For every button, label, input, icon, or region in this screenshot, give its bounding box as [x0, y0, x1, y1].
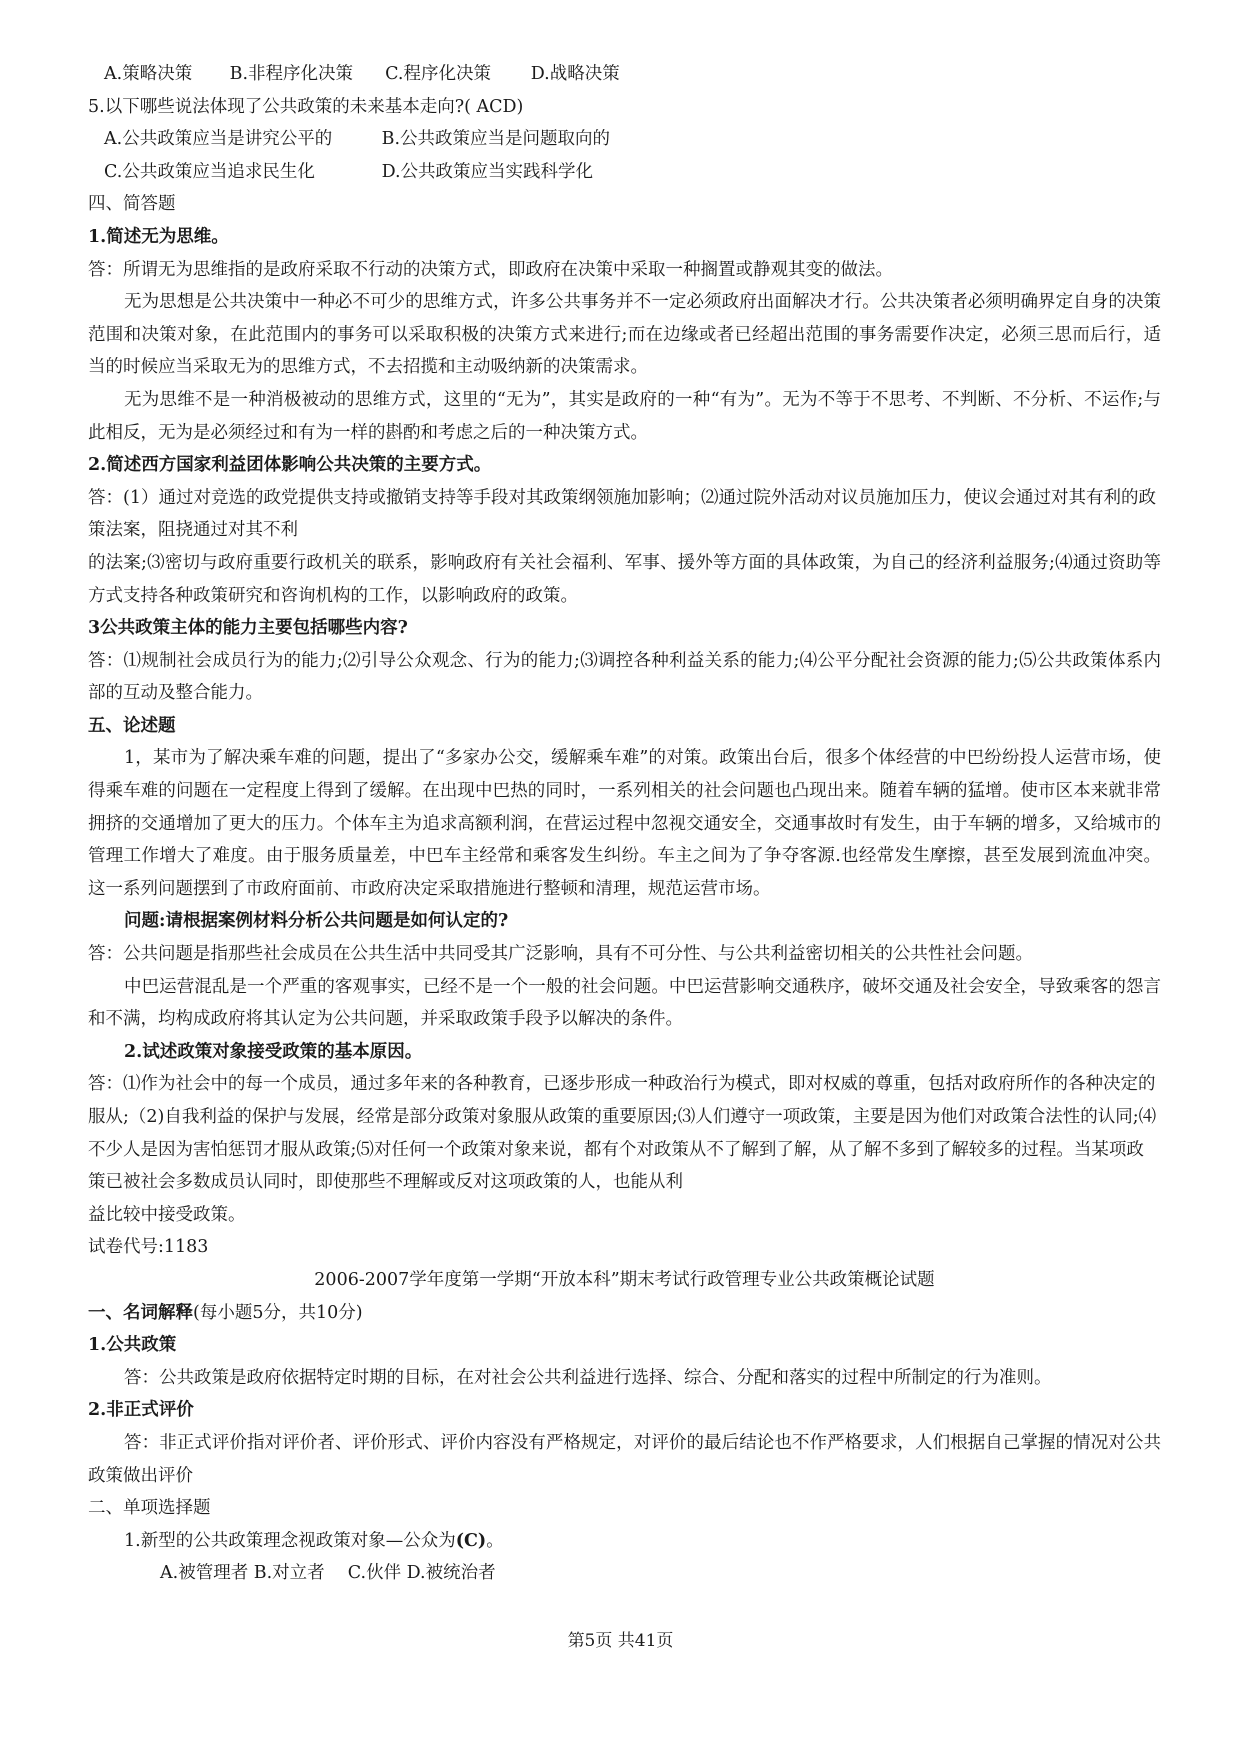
paper-code: 试卷代号:1183 [88, 1237, 209, 1258]
s4-q3-answer: 答：⑴规制社会成员行为的能力;⑵引导公众观念、行为的能力;⑶调控各种利益关系的能力;⑷公平分配社会资源的能力;⑸公共政策体系内部的互动及整合能力。 [88, 650, 1161, 704]
s4-q2-title: 2.简述西方国家利益团体影响公共决策的主要方式。 [88, 455, 492, 476]
s5-q1-answer-1: 答：公共问题是指那些社会成员在公共生活中共同受其广泛影响，具有不可分性、与公共利益密切相关的公共性社会问题。 [88, 944, 1033, 965]
page-footer: 第5页 共41页 [567, 1631, 674, 1651]
term-1-answer: 答：公共政策是政府依据特定时期的目标，在对社会公共利益进行选择、综合、分配和落实的过程中所制定的行为准则。 [124, 1367, 1052, 1388]
section-5-title: 五、论述题 [88, 715, 176, 736]
part-1-title-rest: (每小题5分，共10分) [193, 1302, 363, 1323]
part-2-q1-stem-end: 。 [486, 1530, 504, 1551]
part-1-title [88, 1297, 1161, 1330]
s4-q3-title: 3公共政策主体的能力主要包括哪些内容? [88, 618, 408, 639]
s4-q1-answer-3: 无为思维不是一种消极被动的思维方式，这里的“无为”，其实是政府的一种“有为”。无为不等于不思考、不判断、不分析、不运作;与此相反，无为是必须经过和有为一样的斟酌和考虑之后的一种决策方式。 [88, 389, 1161, 443]
s4-q1-answer-2: 无为思想是公共决策中一种必不可少的思维方式，许多公共事务并不一定必须政府出面解决才行。公共决策者必须明确界定自身的决策范围和决策对象，在此范围内的事务可以采取积极的决策方式来进行;而在边缘或者已经超出范围的事务需要作决定，必须三思而后行，适当的时候应当采取无为的思维方式，不去招揽和主动吸纳新的决策需求。 [88, 292, 1161, 378]
option-c: C.程序化决策 [385, 64, 491, 84]
part-2-title: 二、单项选择题 [88, 1498, 211, 1519]
part-2-q1-stem-text: 1.新型的公共政策理念视政策对象—公众为 [124, 1530, 456, 1551]
s4-q2-answer-1: 答：(1）通过对竞选的政党提供支持或撤销支持等手段对其政策纲领施加影响；⑵通过院外活动对议员施加压力，使议会通过对其有利的政策法案，阻挠通过对其不利 [88, 487, 1156, 541]
part-2-q1-stem [88, 1525, 1161, 1558]
s5-q2-answer-1: 答：⑴作为社会中的每一个成员，通过多年来的各种教育，已逐步形成一种政治行为模式，即对权威的尊重，包括对政府所作的各种决定的服从;（2)自我利益的保护与发展，经常是部分政策对象服从政策的重要原因;⑶人们遵守一项政策，主要是因为他们对政策合法性的认同;⑷不少人是因为害怕惩罚才服从政策;⑸对任何一个政策对象来说，都有个对政策从不了解到了解，从了解不多到了解较多的过程。当某项政策已被社会多数成员认同时，即使那些不理解或反对这项政策的人，也能从利 [88, 1074, 1157, 1193]
q5-stem: 5.以下哪些说法体现了公共政策的未来基本走向?( ACD) [88, 96, 524, 117]
q5-option-d: D.公共政策应当实践科学化 [381, 161, 594, 182]
top-options-row [88, 58, 1161, 91]
term-2-answer: 答：非正式评价指对评价者、评价形式、评价内容没有严格规定，对评价的最后结论也不作严格要求，人们根据自己掌握的情况对公共政策做出评价 [88, 1432, 1161, 1486]
q5-option-c: C.公共政策应当追求民生化 [104, 161, 315, 182]
s5-q1-case: 1，某市为了解决乘车难的问题，提出了“多家办公交，缓解乘车难”的对策。政策出台后，很多个体经营的中巴纷纷投人运营市场，使得乘车难的问题在一定程度上得到了缓解。在出现中巴热的同时，一系列相关的社会问题也凸现出来。随着车辆的猛增。使市区本来就非常拥挤的交通增加了更大的压力。个体车主为追求高额利润，在营运过程中忽视交通安全，交通事故时有发生，由于车辆的增多，又给城市的管理工作增大了难度。由于服务质量差，中巴车主经常和乘客发生纠纷。车主之间为了争夺客源.也经常发生摩擦，甚至发展到流血冲突。这一系列问题摆到了市政府面前、市政府决定采取措施进行整顿和清理，规范运营市场。 [88, 748, 1161, 899]
s5-q2-answer-2: 益比较中接受政策。 [88, 1204, 246, 1225]
part-1-title-bold: 一、名词解释 [88, 1302, 193, 1323]
section-4-title: 四、简答题 [88, 194, 176, 215]
term-1-title: 1.公共政策 [88, 1335, 177, 1356]
s4-q1-title: 1.简述无为思维。 [88, 226, 229, 247]
q5-options-row-2 [88, 156, 1161, 189]
option-a: A.策略决策 [104, 64, 193, 84]
s5-q1-answer-2: 中巴运营混乱是一个严重的客观事实，已经不是一个一般的社会问题。中巴运营影响交通秩序，破坏交通及社会安全，导致乘客的怨言和不满，均构成政府将其认定为公共问题，并采取政策手段予以解决的条件。 [88, 976, 1161, 1030]
term-2-title: 2.非正式评价 [88, 1400, 194, 1421]
q5-option-a: A.公共政策应当是讲究公平的 [104, 129, 333, 150]
s4-q2-answer-2: 的法案;⑶密切与政府重要行政机关的联系，影响政府有关社会福利、军事、援外等方面的具体政策，为自己的经济利益服务;⑷通过资助等方式支持各种政策研究和咨询机构的工作，以影响政府的政策。 [88, 552, 1161, 606]
s4-q1-answer-1: 答：所谓无为思维指的是政府采取不行动的决策方式，即政府在决策中采取一种搁置或静观其变的做法。 [88, 259, 893, 280]
q5-option-b: B.公共政策应当是问题取向的 [381, 129, 611, 150]
s5-q1-question: 问题:请根据案例材料分析公共问题是如何认定的? [124, 911, 509, 932]
option-d: D.战略决策 [530, 64, 620, 84]
option-b: B.非程序化决策 [229, 64, 354, 84]
s5-q2-title: 2.试述政策对象接受政策的基本原因。 [124, 1041, 423, 1062]
part-2-q1-options: A.被管理者 B.对立者 C.伙伴 D.被统治者 [160, 1563, 496, 1584]
q5-options-row-1 [88, 123, 1161, 156]
part-2-q1-answer: (C) [455, 1530, 487, 1551]
exam-title: 2006-2007学年度第一学期“开放本科”期末考试行政管理专业公共政策概论试题 [314, 1269, 935, 1290]
